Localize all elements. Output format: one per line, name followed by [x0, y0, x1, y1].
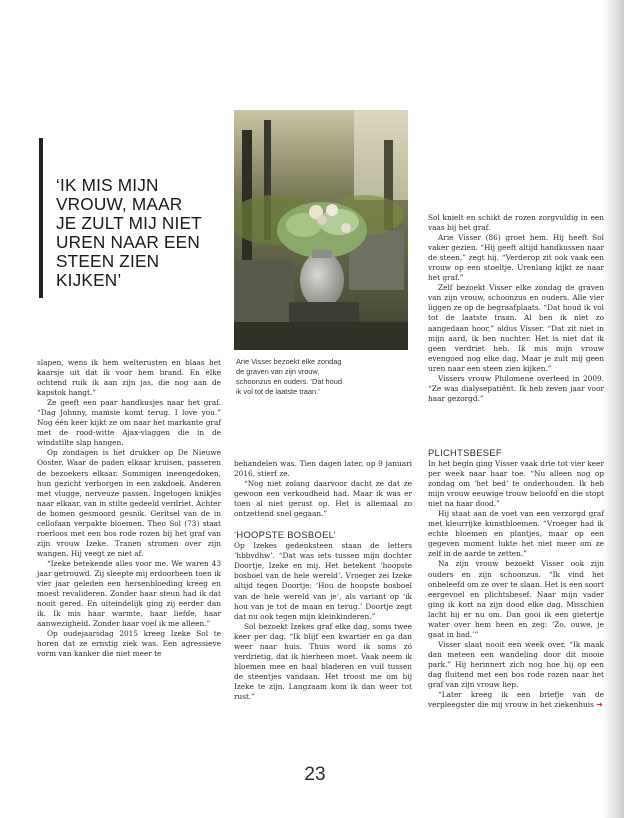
paragraph: Sol bezoekt Izekes graf elke dag, soms twee keer per dag. “Ik blijf een kwartier en ga dan weer naar huis. Thuis word ik soms zó verdrietig, dat ik hierheen moet. Vaak neem ik bloemen mee en haal bladeren en vuil tussen de steentjes vandaan. Het troost me om bij Izeke te zijn. Langzaam kom ik dan weer tot rust.” — [234, 621, 412, 701]
paragraph: “Izeke betekende alles voor me. We waren 43 jaar getrouwd. Zij sleepte mij erdoorheen toen ik vier jaar geleden een hersenbloeding kreeg en moest revalideren. Zonder haar steun had ik dat nooit gered. En uiteindelijk ging zij eerder dan ik. Ik mis haar warmte, haar liefde, haar aanwezigheid. Zonder haar voel ik me alleen.” — [37, 558, 221, 629]
page-number: 23 — [304, 764, 326, 785]
article-column-1 — [37, 358, 221, 659]
pullquote-bar — [39, 138, 43, 298]
paragraph — [428, 690, 604, 710]
paragraph: Sol knielt en schikt de rozen zorgvuldig in een vaas bij het graf. — [428, 213, 604, 233]
paragraph: Visser slaat nooit een week over. “Ik maak dan meteen een wandeling door dit mooie park.” Hij herinnert zich nog hoe hij op een dag fluitend met een bos rode rozen naar het graf van zijn vrouw liep. — [428, 639, 604, 690]
paragraph: Op Izekes gedenksteen staan de letters ‘hbbvdhw’. “Dat was iets tussen mijn dochter Doortje, Izeke en mij. Het betekent ‘hoopste bosboel van de hele wereld’. Vroeger zei Izeke altijd tegen Doortje: ‘Hou de hoopste bosboel van de hele wereld van je’, als variant op ‘ik hou van je tot de maan en terug.’ Doortje zegt dat nu ook tegen mijn kleinkinderen.” — [234, 541, 412, 621]
paragraph: Op zondagen is het drukker op De Nieuwe Ooster. Waar de paden elkaar kruisen, passeren de bezoekers elkaar. Sommigen ineengedoken, hun gezicht verborgen in een zakdoek. Anderen met vlugge, nerveuze passen. Ingetogen knikjes naar elkaar, van in stilte gedeeld verdriet. Achter de bomen gesmoord gesnik. Geritsel van de in cellofaan verpakte bloemen. Theo Sol (73) staat roerloos met een bos rode rozen bij het graf van zijn vrouw Izeke. Tranen stromen over zijn wangen. Hij veegt ze niet af. — [37, 448, 221, 558]
pullquote: ‘IK MIS MIJN VROUW, MAAR JE ZULT MIJ NIET UREN NAAR EEN STEEN ZIEN KIJKEN’ — [56, 175, 202, 290]
paragraph: Ze geeft een paar handkusjes naar het graf. “Dag Johnny, mamsie komt terug. I love you.” Nog één keer kijkt ze om naar het markante graf met de rood-witte Ajax-vlaggen die in de windstilte slap hangen. — [37, 398, 221, 448]
paragraph: slapen, wens ik hem welterusten en blaas het kaarsje uit dat ik voor hem brand. En elke ochtend ruik ik aan zijn jas, die nog aan de kapstok hangt.” — [37, 358, 221, 398]
article-column-3 — [428, 213, 604, 404]
paragraph: Zelf bezoekt Visser elke zondag de graven van zijn vrouw, schoonzus en ouders. Alle vier liggen ze op de begraafplaats. “Dat houd ik vol tot de laatste traan. Al ben ik niet zo aangedaan hoor,” aldus Visser. “Dat zit niet in mijn aard, ik ben nuchter. Het is niet dat ik geen verdriet heb. Ik mis mijn vrouw evengoed nog elke dag. Maar je zult mij geen uren naar een steen zien kijken.” — [428, 283, 604, 373]
paragraph: Vissers vrouw Philomene overleed in 2009. “Ze was dialysepatiënt. Ik heb zeven jaar voor haar gezorgd.” — [428, 373, 604, 403]
article-column-2 — [234, 459, 412, 702]
page-edge-shadow — [602, 0, 624, 818]
grave-photo — [234, 110, 408, 350]
paragraph: Arie Visser (86) groet hem. Hij heeft Sol vaker gezien. “Hij geeft altijd handkussen naar de steen,” zegt hij. “Verderop zit ook vaak een vrouw op een stoeltje. Urenlang kijkt ze naar het graf.” — [428, 233, 604, 283]
paragraph: Op oudejaarsdag 2015 kreeg Izeke Sol te horen dat ze ernstig ziek was. Een agressieve vorm van kanker die niet meer te — [37, 629, 221, 659]
paragraph: Hij staat aan de voet van een verzorgd graf met kleurrijke kunstbloemen. “Vroeger had ik echte bloemen en plantjes, maar op een gegeven moment lukte het niet meer om ze zelf in de aarde te zetten.” — [428, 509, 604, 559]
paragraph-text: “Later kreeg ik een briefje van de verpleegster die mij vrouw in het ziekenhuis — [428, 690, 604, 710]
subhead-bosboel: ‘HOOPSTE BOSBOEL’ — [234, 529, 337, 541]
continue-arrow-icon: ➜ — [596, 700, 603, 710]
paragraph: In het begin ging Visser vaak drie tot vier keer per week naar haar toe. “Nu alleen nog op zondag om ‘het bed’ te onderhouden. Ik heb mijn vrouw eeuwige trouw beloofd en die stopt niet na haar dood.” — [428, 459, 604, 509]
subhead-plichtsbesef: PLICHTSBESEF — [428, 447, 502, 458]
paragraph: Na zijn vrouw bezoekt Visser ook zijn ouders en zijn schoonzus. “Ik vind het onbeleefd om ze over te slaan. Het is een soort eergevoel en plichtsbesef. Naar mijn vader ging ik kort na zijn dood elke dag. Misschien lacht hij er nu om. Dan gooi ik een gietertje water over hem heen en zeg: ‘Zo, ouwe, je gaat in bad.’” — [428, 559, 604, 639]
paragraph: “Nog niet zolang daarvoor dacht ze dat ze gewoon een verkoudheid had. Maar ik was er toen al niet gerust op. Het is allemaal zo ontzettend snel gegaan.” — [234, 479, 412, 519]
article-column-3-continued — [428, 447, 604, 710]
photo-caption: Arie Visser bezoekt elke zondag de graven van zijn vrouw, schoonzus en ouders. ‘Dat houd ik vol tot de laatste traan.’ — [236, 357, 343, 396]
paragraph: behandelen was. Tien dagen later, op 9 januari 2016, stierf ze. — [234, 459, 412, 479]
